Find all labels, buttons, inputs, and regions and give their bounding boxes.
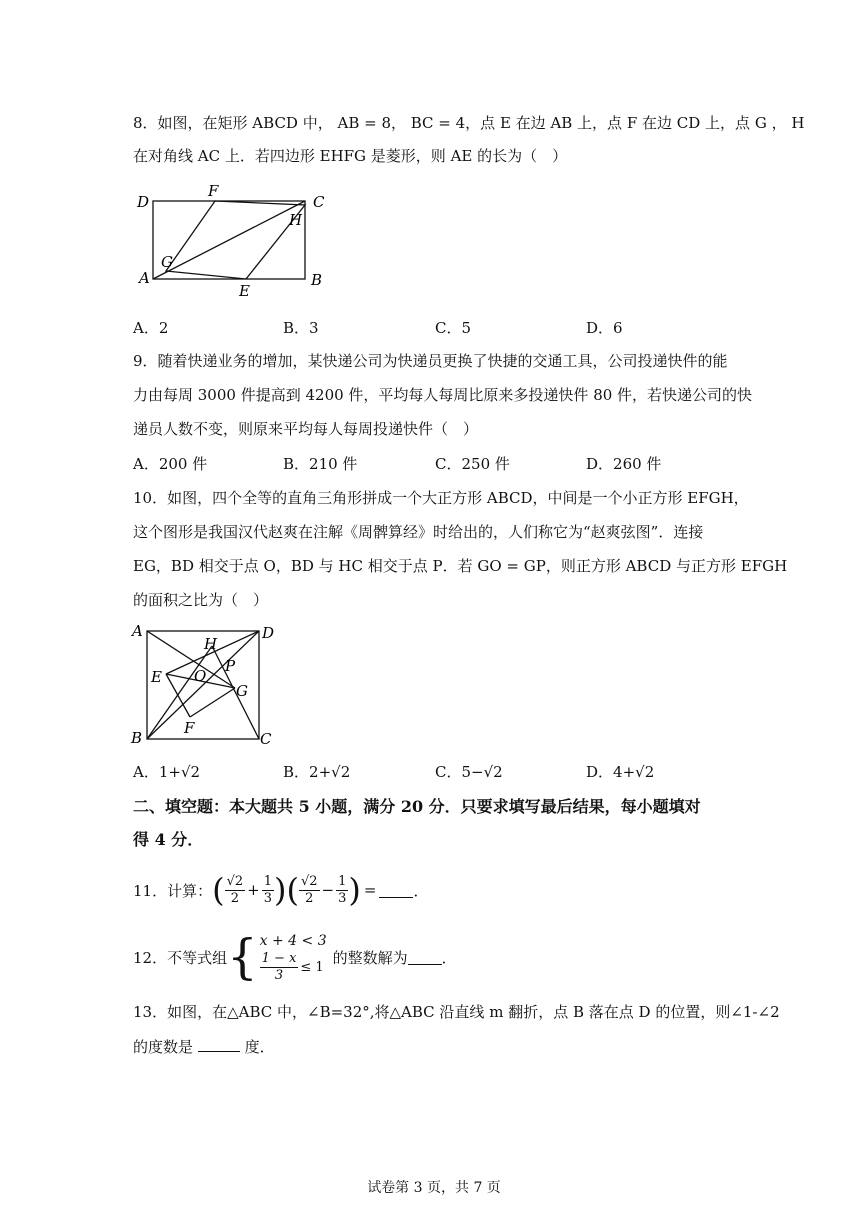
label-P: P [225, 657, 236, 675]
label-H: H [204, 635, 218, 653]
q10-line1: 10．如图，四个全等的直角三角形拼成一个大正方形 ABCD，中间是一个小正方形 EFGH， [133, 489, 749, 507]
q10-line2: 这个图形是我国汉代赵爽在注解《周髀算经》时给出的，人们称它为“赵爽弦图”．连接 [133, 523, 704, 541]
line-b-h [147, 646, 212, 739]
q8-option-d: D．6 [586, 319, 623, 337]
q8-option-c: C．5 [435, 319, 472, 337]
q11-expression: 11．计算： ( $\frac{√2}{2}$ + $\frac{1}{3}$ )( $\frac{√2}{2}$ − $\frac{1}{3}$ ) = ． [133, 871, 429, 909]
q12-inequality-1: x + 4 < 3 [259, 932, 327, 949]
label-B: B [311, 271, 323, 289]
q12-prefix: 12．不等式组 [133, 948, 228, 967]
q12-expression: 12．不等式组 { x + 4 < 3 $\frac{1 - x}{3}$ ≤ 1 的整数解为 ． [133, 929, 457, 985]
q11-frac-b: $\frac{1}{3}$ [263, 873, 272, 906]
q9-line3: 递员人数不变，则原来平均每人每周投递快件（ ） [133, 420, 479, 438]
q11-frac-d: $\frac{1}{3}$ [338, 873, 347, 906]
q9-option-b: B．210 件 [283, 455, 358, 473]
q10-option-a: A．1+√2 [133, 763, 201, 781]
q8-line1: 8．如图，在矩形 ABCD 中， AB = 8， BC = 4，点 E 在边 AB 上，点 F 在边 CD 上，点 G ， H [133, 114, 805, 132]
label-D: D [262, 624, 275, 642]
q10-zhaoshuang-figure [128, 622, 288, 752]
label-B: B [131, 729, 143, 747]
q11-minus: − [321, 881, 335, 899]
q11-suffix: ． [413, 881, 429, 900]
section-2-heading-line1: 二、填空题：本大题共 5 小题，满分 20 分．只要求填写最后结果，每小题填对 [133, 797, 701, 816]
label-C: C [260, 730, 272, 748]
q12-end: ． [441, 948, 457, 967]
section-2-heading-line2: 得 4 分． [133, 830, 204, 849]
q9-line2: 力由每周 3000 件提高到 4200 件，平均每人每周比原来多投递快件 80 件，若快递公司的快 [133, 386, 753, 404]
q8-rectangle-figure [133, 183, 343, 303]
label-F: F [208, 183, 219, 200]
label-A: A [132, 622, 143, 640]
line-f-g [190, 688, 235, 717]
q9-option-c: C．250 件 [435, 455, 510, 473]
page-footer: 试卷第 3 页，共 7 页 [367, 1180, 501, 1196]
q9-option-a: A．200 件 [133, 455, 208, 473]
label-H: H [289, 211, 303, 229]
label-A: A [139, 269, 150, 287]
q11-frac-c: $\frac{√2}{2}$ [300, 873, 318, 906]
q12-answer-blank [408, 950, 442, 965]
q12-inequality-2-rel: ≤ 1 [300, 959, 324, 975]
q8-line2: 在对角线 AC 上．若四边形 EHFG 是菱形，则 AE 的长为（ ） [133, 147, 568, 165]
label-O: O [194, 667, 207, 685]
q13-line2 [133, 1037, 275, 1057]
q12-suffix: 的整数解为 [332, 948, 408, 967]
label-E: E [239, 282, 250, 300]
diagonal-ac [153, 201, 305, 279]
q10-line3: EG，BD 相交于点 O，BD 与 HC 相交于点 P．若 GO = GP，则正方形 ABCD 与正方形 EFGH [133, 557, 788, 575]
label-F: F [184, 719, 195, 737]
label-G: G [161, 253, 173, 271]
rhombus-ehfg [166, 201, 305, 279]
label-E: E [151, 668, 162, 686]
q13-line1: 13．如图，在△ABC 中，∠B=32°,将△ABC 沿直线 m 翻折，点 B 落在点 D 的位置，则∠1-∠2 [133, 1003, 780, 1021]
q9-line1: 9．随着快递业务的增加，某快递公司为快递员更换了快捷的交通工具，公司投递快件的能 [133, 352, 728, 370]
q8-option-a: A．2 [133, 319, 169, 337]
q10-option-c: C．5−√2 [435, 763, 503, 781]
q11-prefix: 11．计算： [133, 881, 213, 900]
q8-option-b: B．3 [283, 319, 319, 337]
q11-equals: = [363, 881, 377, 899]
q10-option-b: B．2+√2 [283, 763, 351, 781]
q9-option-d: D．260 件 [586, 455, 662, 473]
q11-plus: + [247, 881, 260, 899]
label-G: G [236, 682, 248, 700]
q12-inequality-2-frac: $\frac{1 - x}{3}$ [261, 950, 297, 983]
q11-answer-blank [379, 883, 413, 898]
q10-line4: 的面积之比为（ ） [133, 591, 269, 609]
label-D: D [137, 193, 150, 211]
line-e-f [166, 674, 190, 717]
label-C: C [313, 193, 325, 211]
q13-line2-suffix: 度． [244, 1038, 275, 1056]
q13-line2-prefix: 的度数是 [133, 1038, 194, 1056]
q11-frac-a: $\frac{√2}{2}$ [226, 873, 244, 906]
q13-answer-blank [198, 1037, 240, 1052]
q10-option-d: D．4+√2 [586, 763, 655, 781]
